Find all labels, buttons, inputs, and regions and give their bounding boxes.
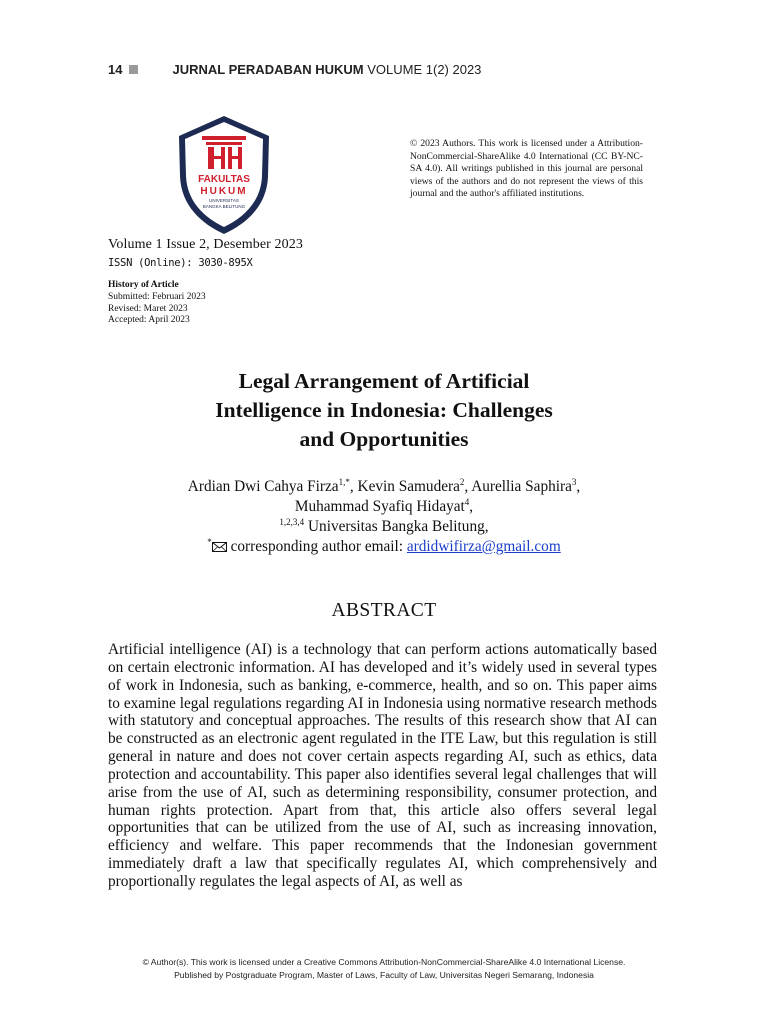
affiliation-line [108,517,660,537]
shield-logo-icon [176,114,272,236]
history-revised: Revised: Maret 2023 [108,303,188,314]
article-history [108,280,206,327]
running-header [108,62,481,77]
corresponding-line [108,537,660,557]
author-3-sup: 3 [571,477,577,487]
logo-line4: BANGKA BELITUNG [202,204,246,209]
author-2: Kevin Samudera [357,478,460,495]
author-line-1: Ardian Dwi Cahya Firza$^{1,*}$, Kevin Samudera$^2$, Aurellia Saphira$^3$, [187,477,581,495]
footer-license-line: © Author(s). This work is licensed under a Creative Commons Attribution-NonCommercial-ShareAlike 4.0 International License. [142,957,626,967]
issn: ISSN (Online): 3030-895X [108,257,253,269]
author-4-sup: 4 [464,497,470,507]
article-title [108,367,660,454]
author-line-2: Muhammad Syafiq Hidayat$^4$, [294,497,474,515]
affiliation: Universitas Bangka Belitung, [308,518,489,535]
page-footer [0,956,768,982]
logo-line1: FAKULTAS [198,174,250,185]
corresponding-label: corresponding author email: [230,538,404,555]
author-1: Ardian Dwi Cahya Firza [187,478,339,495]
footer-publisher-line: Published by Postgraduate Program, Master of Laws, Faculty of Law, Universitas Negeri Semarang, Indonesia [174,970,594,980]
title-line-2: Intelligence in Indonesia: Challenges [215,398,553,422]
logo-line2: HUKUM [200,186,248,197]
faculty-logo [176,114,272,236]
journal-name: JURNAL PERADABAN HUKUM [172,62,364,77]
corresponding-email-link[interactable]: ardidwifirza@gmail.com [406,538,561,555]
abstract-heading: ABSTRACT [331,600,437,621]
title-line-3: and Opportunities [299,427,469,451]
author-4: Muhammad Syafiq Hidayat [294,498,465,515]
history-heading: History of Article [108,280,179,290]
abstract-text: Artificial intelligence (AI) is a technology that can perform actions automatically based on certain electronic information. AI has developed and it’s widely used in several types of work in Indonesia, such as banking, e-commerce, health, and so on. This paper aims to examine legal regulations regarding AI in Indonesia using normative research methods with statutory and conceptual approaches. The results of this research show that AI can be constructed as an electronic agent regulated in the ITE Law, but this regulation is still general in nature and does not cover certain aspects regarding AI, such as ethics, data protection and accountability. This paper also identifies several legal challenges that will arise from the use of AI, such as determining responsibility, consumer protection, and human rights protection. Apart from that, this article also offers several legal opportunities that can be utilized from the use of AI, such as increasing innovation, efficiency and welfare. This paper recommends that the Indonesian government immediately draft a law that specifically regulates AI, which comprehensively and proportionally regulates the legal aspects of AI, as well as [108,641,657,890]
logo-line3: UNIVERSITAS [209,198,239,203]
author-3: Aurellia Saphira [471,478,572,495]
header-square-icon [129,65,138,74]
volume-info: VOLUME 1(2) 2023 [367,62,482,77]
history-accepted: Accepted: April 2023 [108,315,190,326]
affiliation-sup: 1,2,3,4 [279,517,305,527]
license-notice: © 2023 Authors. This work is licensed under a Attribution-NonCommercial-ShareAlike 4.0 International (CC BY-NC-SA 4.0). All writings published in this journal are personal views of the authors and do not represent the views of this journal and the author's affiliated institutions. [410,138,643,200]
author-1-sup: 1,* [338,477,350,487]
author-block [108,477,660,557]
envelope-icon [212,542,227,552]
history-submitted: Submitted: Februari 2023 [108,291,206,302]
page-number: 14 [108,62,123,77]
author-2-sup: 2 [459,477,465,487]
title-line-1: Legal Arrangement of Artificial [238,369,530,393]
corresponding-sup: * [207,537,212,547]
volume-issue-line: Volume 1 Issue 2, Desember 2023 [108,237,303,252]
